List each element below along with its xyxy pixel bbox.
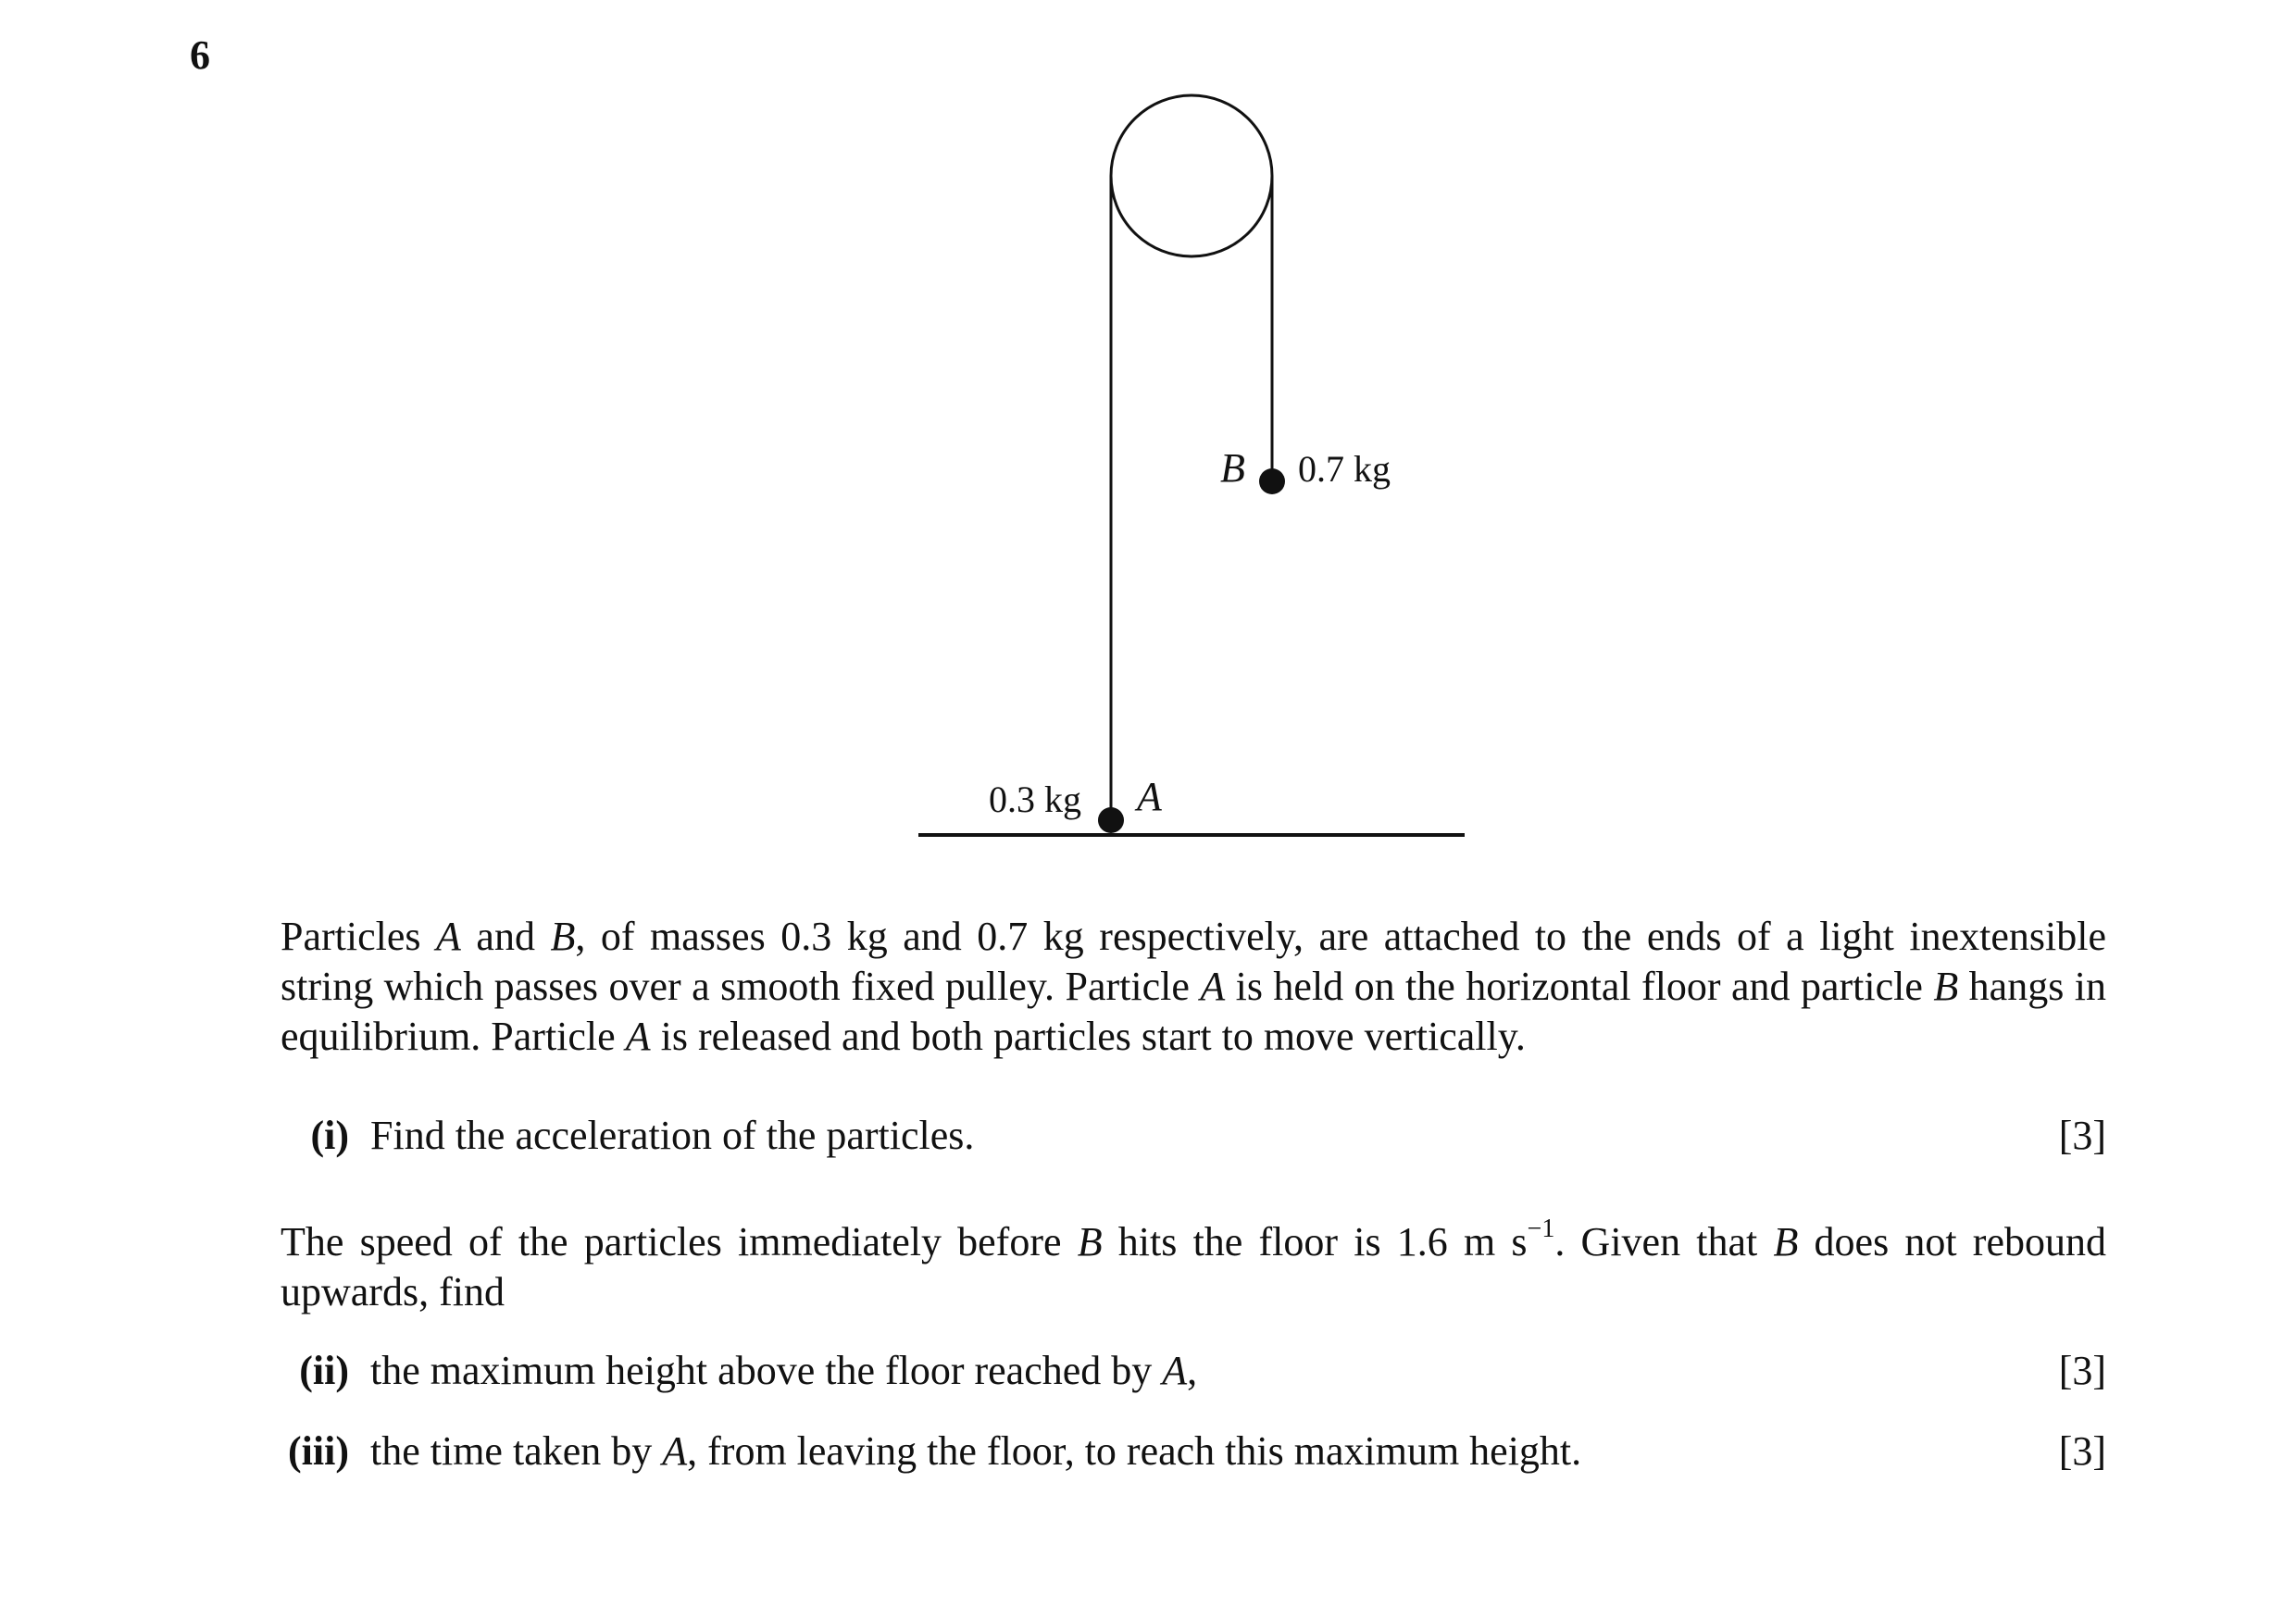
mass-A-label: 0.3 kg (989, 779, 1081, 820)
stem-text: The speed of the particles immediately before (281, 1219, 1078, 1264)
part-ii-label: (ii) (299, 1348, 349, 1393)
part-i-label: (i) (310, 1113, 349, 1158)
intro-var-B: B (1933, 964, 1959, 1009)
pulley-wheel (1111, 95, 1272, 256)
intro-text: is held on the horizontal floor and particle (1225, 964, 1934, 1009)
intro-var-A: A (1200, 964, 1226, 1009)
part-iii-text-2: , from leaving the floor, to reach this maximum height. (687, 1428, 1582, 1474)
stem-paragraph (281, 1217, 2106, 1317)
part-i (278, 1111, 2106, 1161)
part-ii-marks: [3] (2058, 1348, 2106, 1393)
stem-text: . Given that (1554, 1219, 1774, 1264)
part-iii-label: (iii) (288, 1428, 349, 1474)
part-iii-text (370, 1426, 1581, 1476)
part-ii (278, 1346, 2106, 1396)
stem-text: hits the floor is 1.6 m s (1102, 1219, 1528, 1264)
part-iii-marks: [3] (2058, 1428, 2106, 1474)
stem-var-B: B (1773, 1219, 1799, 1264)
intro-text: and (460, 914, 551, 959)
intro-paragraph (281, 912, 2106, 1062)
intro-text: , of masses 0.3 kg and 0.7 kg respectively, are attached to the ends of a light inextensible string which passes over a smooth fixed pulley. Particle (281, 914, 2107, 1009)
part-i-text: Find the acceleration of the particles. (370, 1113, 975, 1158)
part-ii-text-2: , (1187, 1348, 1198, 1393)
particle-A (1098, 807, 1124, 833)
stem-text: does not rebound upwards, find (281, 1219, 2106, 1314)
stem-var-B: B (1077, 1219, 1103, 1264)
mass-B-label: 0.7 kg (1298, 448, 1391, 490)
intro-text: Particles (281, 914, 437, 959)
intro-text: hangs in equilibrium. Particle (281, 964, 2106, 1059)
part-i-marks: [3] (2058, 1113, 2106, 1158)
question-number: 6 (190, 32, 210, 78)
label-B: B (1220, 445, 1245, 491)
part-iii (278, 1426, 2106, 1476)
intro-var-A: A (436, 914, 461, 959)
part-ii-text (370, 1346, 1197, 1396)
part-iii-var-A: A (662, 1428, 688, 1474)
part-ii-var-A: A (1162, 1348, 1188, 1393)
intro-text: is released and both particles start to move vertically. (650, 1014, 1526, 1059)
intro-var-B: B (550, 914, 576, 959)
stem-exponent: −1 (1527, 1215, 1555, 1244)
intro-var-A: A (625, 1014, 651, 1059)
part-ii-text-1: the maximum height above the floor reached by (370, 1348, 1163, 1393)
part-iii-text-1: the time taken by (370, 1428, 663, 1474)
particle-B (1259, 468, 1285, 494)
label-A: A (1137, 774, 1162, 819)
